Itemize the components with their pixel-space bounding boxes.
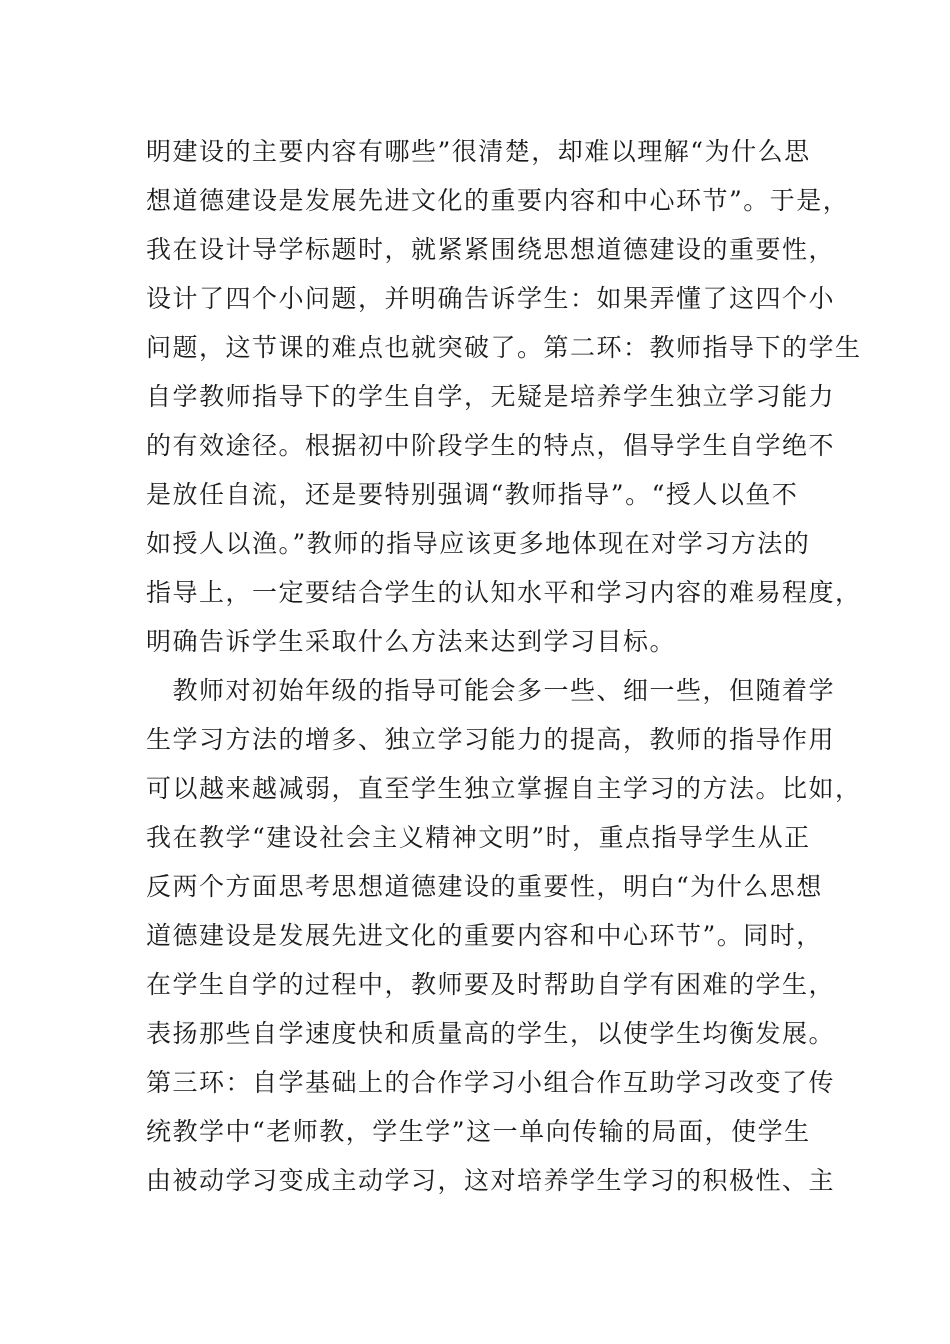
text-line: 自学教师指导下的学生自学，无疑是培养学生独立学习能力	[146, 382, 836, 411]
text-line: 统教学中“老师教，学生学”这一单向传输的局面，使学生	[146, 1117, 811, 1146]
text-line: 指导上，一定要结合学生的认知水平和学习内容的难易程度，	[146, 578, 862, 607]
text-line: 想道德建设是发展先进文化的重要内容和中心环节”。于是，	[146, 186, 850, 215]
text-line: 明建设的主要内容有哪些”很清楚，却难以理解“为什么思	[146, 137, 811, 166]
text-line: 如授人以渔。”教师的指导应该更多地体现在对学习方法的	[146, 529, 811, 558]
text-line: 道德建设是发展先进文化的重要内容和中心环节”。同时，	[146, 921, 823, 950]
text-line: 表扬那些自学速度快和质量高的学生，以使学生均衡发展。	[146, 1019, 836, 1048]
text-line: 我在教学“建设社会主义精神文明”时，重点指导学生从正	[146, 823, 811, 852]
text-line: 是放任自流，还是要特别强调“教师指导”。“授人以鱼不	[146, 480, 799, 509]
text-line: 在学生自学的过程中，教师要及时帮助自学有困难的学生，	[146, 970, 836, 999]
text-line: 明确告诉学生采取什么方法来达到学习目标。	[146, 627, 677, 656]
text-line: 的有效途径。根据初中阶段学生的特点，倡导学生自学绝不	[146, 431, 836, 460]
text-line: 可以越来越减弱，直至学生独立掌握自主学习的方法。比如，	[146, 774, 862, 803]
text-line: 生学习方法的增多、独立学习能力的提高，教师的指导作用	[146, 725, 836, 754]
text-line: 设计了四个小问题，并明确告诉学生：如果弄懂了这四个小	[146, 284, 836, 313]
text-line: 反两个方面思考思想道德建设的重要性，明白“为什么思想	[146, 872, 823, 901]
text-line: 由被动学习变成主动学习，这对培养学生学习的积极性、主	[146, 1166, 836, 1195]
paragraph-start-line: 教师对初始年级的指导可能会多一些、细一些，但随着学	[146, 676, 836, 705]
text-line: 我在设计导学标题时，就紧紧围绕思想道德建设的重要性，	[146, 235, 836, 264]
text-line: 问题，这节课的难点也就突破了。第二环：教师指导下的学生	[146, 333, 862, 362]
text-line: 第三环：自学基础上的合作学习小组合作互助学习改变了传	[146, 1068, 836, 1097]
body-text	[146, 127, 862, 1205]
